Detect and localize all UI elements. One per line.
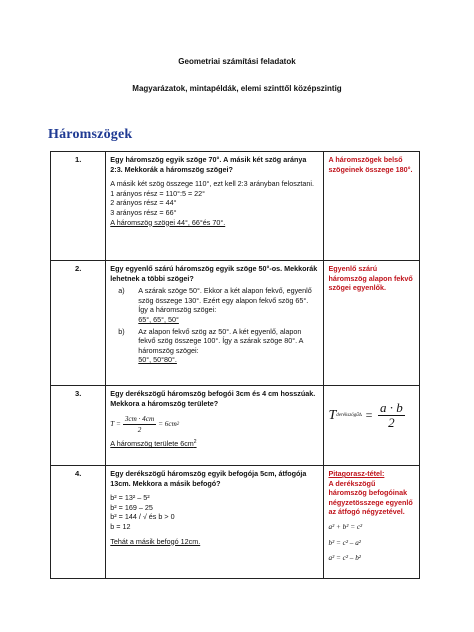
solution-answer: A háromszög szögei 44°, 66°és 70°.: [110, 217, 226, 227]
exercise-note: [324, 261, 420, 386]
exercise-question: Egy háromszög egyik szöge 70°. A másik két szög aránya 2:3. Mekkorák a háromszög szögei?: [110, 155, 307, 174]
exercise-question: Egy egyenlő szárú háromszög egyik szöge 50°-os. Mekkorák lehetnek a többi szögei?: [110, 264, 318, 283]
note-text: Egyenlő szárú háromszög alapon fekvő szögei egyenlők.: [328, 264, 413, 293]
solution-line: b² = 169 – 25: [110, 502, 153, 512]
exercise-solution: [106, 386, 324, 466]
solution-line: 3 arányos rész = 66°: [110, 207, 177, 217]
document-title: Geometriai számítási feladatok: [178, 57, 296, 66]
solution-line: b² = 13² – 5²: [110, 493, 150, 503]
case-label: b): [118, 326, 125, 336]
list-item: [110, 327, 319, 365]
table-row: [51, 261, 420, 386]
case-text: Az alapon fekvő szög az 50°. A két egyenlő, alapon fekvő szög összege 100°. Így a szárak szöge 80°. A háromszög szögei:: [138, 326, 304, 355]
exercise-note: [324, 386, 420, 466]
exercise-number: 3.: [51, 386, 106, 466]
note-text: A derékszögű háromszög befogóinak négyzetösszege egyenlő az átfogó négyzetével.: [328, 478, 413, 517]
exercise-solution: [106, 466, 324, 579]
solution-answer: Tehát a másik befogó 12cm.: [110, 536, 201, 546]
solution-answer: A háromszög területe $6cm^2$: [110, 439, 197, 449]
solution-line: 1 arányos rész = 110°:5 = 22°: [110, 188, 206, 198]
exercise-solution: [106, 152, 324, 261]
solution-line: 2 arányos rész = 44°: [110, 198, 177, 208]
area-rule-formula: T derékszögű∆ = $\frac{a \cdot b}{2}$: [328, 400, 403, 430]
exercise-number: 2.: [51, 261, 106, 386]
section-title: Háromszögek: [48, 127, 133, 142]
case-answer: 65°, 65°, 50°: [138, 314, 179, 324]
case-text: A szárak szöge 50°. Ekkor a két alapon fekvő, egyenlő szög összege 130°. Ezért egy alapon fekvő szög 65°. Így a háromszög szögei:: [138, 286, 312, 315]
table-row: [51, 386, 420, 466]
note-title: Pitagorasz-tétel:: [328, 469, 385, 478]
exercise-question: Egy derékszögű háromszög befogói 3cm és 4 cm hosszúak. Mekkora a háromszög területe?: [110, 389, 316, 408]
equation: a² = c² – b²: [328, 554, 361, 563]
case-label: a): [118, 286, 125, 296]
case-answer: 50°, 50°80°.: [138, 355, 177, 365]
exercise-solution: [106, 261, 324, 386]
equation: a² + b² = c²: [328, 522, 363, 531]
list-item: [110, 286, 319, 324]
exercise-number: 4.: [51, 466, 106, 579]
exercise-table: [50, 151, 420, 579]
solution-line: b² = 144 / √ és b > 0: [110, 512, 175, 522]
exercise-number: 1.: [51, 152, 106, 261]
exercise-question: Egy derékszögű háromszög egyik befogója 5cm, átfogója 13cm. Mekkora a másik befogó?: [110, 469, 307, 488]
exercise-note: [324, 152, 420, 261]
solution-line: A másik két szög összege 110°, ezt kell 2:3 arányban felosztani.: [110, 179, 314, 189]
table-row: [51, 152, 420, 261]
document-subtitle: Magyarázatok, mintapéldák, elemi szinttől középszintig: [132, 84, 342, 93]
note-text: A háromszögek belső szögeinek összege 180°.: [328, 155, 413, 174]
solution-line: b = 12: [110, 521, 131, 531]
area-formula: T = $\frac{3cm \cdot 4cm}{2}$ = 6cm 2: [110, 415, 180, 435]
table-row: [51, 466, 420, 579]
equation: b² = c² – a²: [328, 538, 361, 547]
exercise-note: [324, 466, 420, 579]
case-list: [110, 286, 319, 365]
pythagoras-equations: [328, 523, 415, 564]
